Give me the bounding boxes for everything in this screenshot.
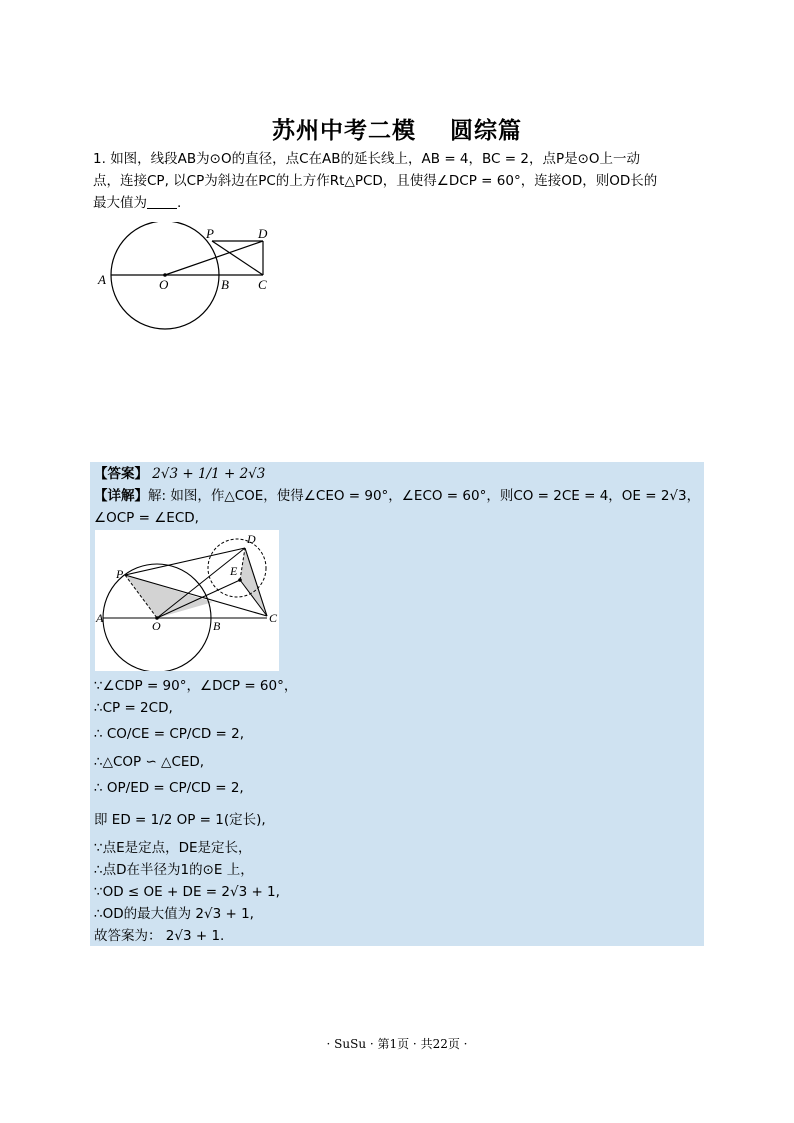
answer-label: 【答案】: [94, 466, 148, 482]
label-o: O: [152, 619, 161, 633]
answer-blank: [147, 194, 177, 209]
title-sub: 圆综篇: [450, 118, 522, 144]
label-a: A: [96, 611, 104, 625]
title-main: 苏州中考二模: [272, 118, 416, 144]
detail-label: 【详解】: [94, 488, 148, 504]
detail-intro: 解: 如图，作△COE，使得∠CEO = 90°，∠ECO = 60°，则CO = 2CE = 4，OE = 2√3，: [148, 488, 701, 504]
step-2: ∴CP = 2CD,: [94, 700, 173, 716]
problem-statement: [93, 148, 705, 214]
line-od: [165, 241, 263, 275]
line-od: [157, 548, 245, 618]
line-pd: [125, 548, 245, 575]
line-pc: [212, 241, 263, 275]
label-e: E: [230, 564, 238, 578]
step-5: ∴ OP/ED = CP/CD = 2,: [94, 780, 244, 796]
detail-line-2: ∠OCP = ∠ECD,: [94, 510, 199, 526]
label-d: D: [247, 532, 256, 546]
step-7: ∵点E是定点，DE是定长，: [94, 840, 252, 856]
problem-line-2: 点，连接CP, 以CP为斜边在PC的上方作Rt△PCD，且使得∠DCP = 60°，连接OD，则OD长的: [93, 173, 658, 189]
problem-text-3: 最大值为: [93, 195, 147, 211]
label-o: O: [159, 277, 169, 292]
problem-line-1: [93, 148, 705, 170]
step-3: ∴ CO/CE = CP/CD = 2,: [94, 726, 245, 742]
solution-figure: [95, 530, 279, 671]
answer-panel: [90, 462, 704, 946]
step-6: 即 ED = 1/2 OP = 1(定长),: [94, 812, 266, 828]
shaded-triangle-ced: [240, 548, 267, 616]
label-b: B: [221, 277, 229, 292]
label-b: B: [213, 619, 221, 633]
point-e: [238, 578, 242, 582]
label-a: A: [98, 272, 106, 287]
step-9: ∵OD ≤ OE + DE = 2√3 + 1,: [94, 884, 280, 900]
page-footer: · SuSu · 第1页 · 共22页 ·: [326, 1037, 468, 1051]
answer-row: [94, 464, 265, 484]
step-10: ∴OD的最大值为 2√3 + 1,: [94, 906, 254, 922]
problem-period: .: [177, 195, 182, 211]
label-p: P: [116, 567, 124, 581]
problem-text-1: 如图，线段AB为⊙O的直径，点C在AB的延长线上，AB = 4，BC = 2，点P是⊙O上一动: [110, 151, 641, 167]
label-p: P: [206, 226, 214, 241]
page-title: [0, 112, 794, 145]
step-11: 故答案为： 2√3 + 1.: [94, 928, 225, 944]
answer-value: 2√3 + 1/1 + 2√3: [152, 466, 266, 482]
step-8: ∴点D在半径为1的⊙E 上，: [94, 862, 254, 878]
step-1: ∵∠CDP = 90°，∠DCP = 60°，: [94, 678, 298, 694]
detail-row: [94, 486, 700, 506]
step-4: ∴△COP ∽ △CED,: [94, 754, 205, 770]
label-c: C: [269, 611, 278, 625]
label-d: D: [258, 226, 268, 241]
label-c: C: [258, 277, 267, 292]
problem-number: 1.: [93, 151, 106, 167]
problem-figure: [93, 222, 283, 334]
problem-line-3: [93, 192, 705, 214]
